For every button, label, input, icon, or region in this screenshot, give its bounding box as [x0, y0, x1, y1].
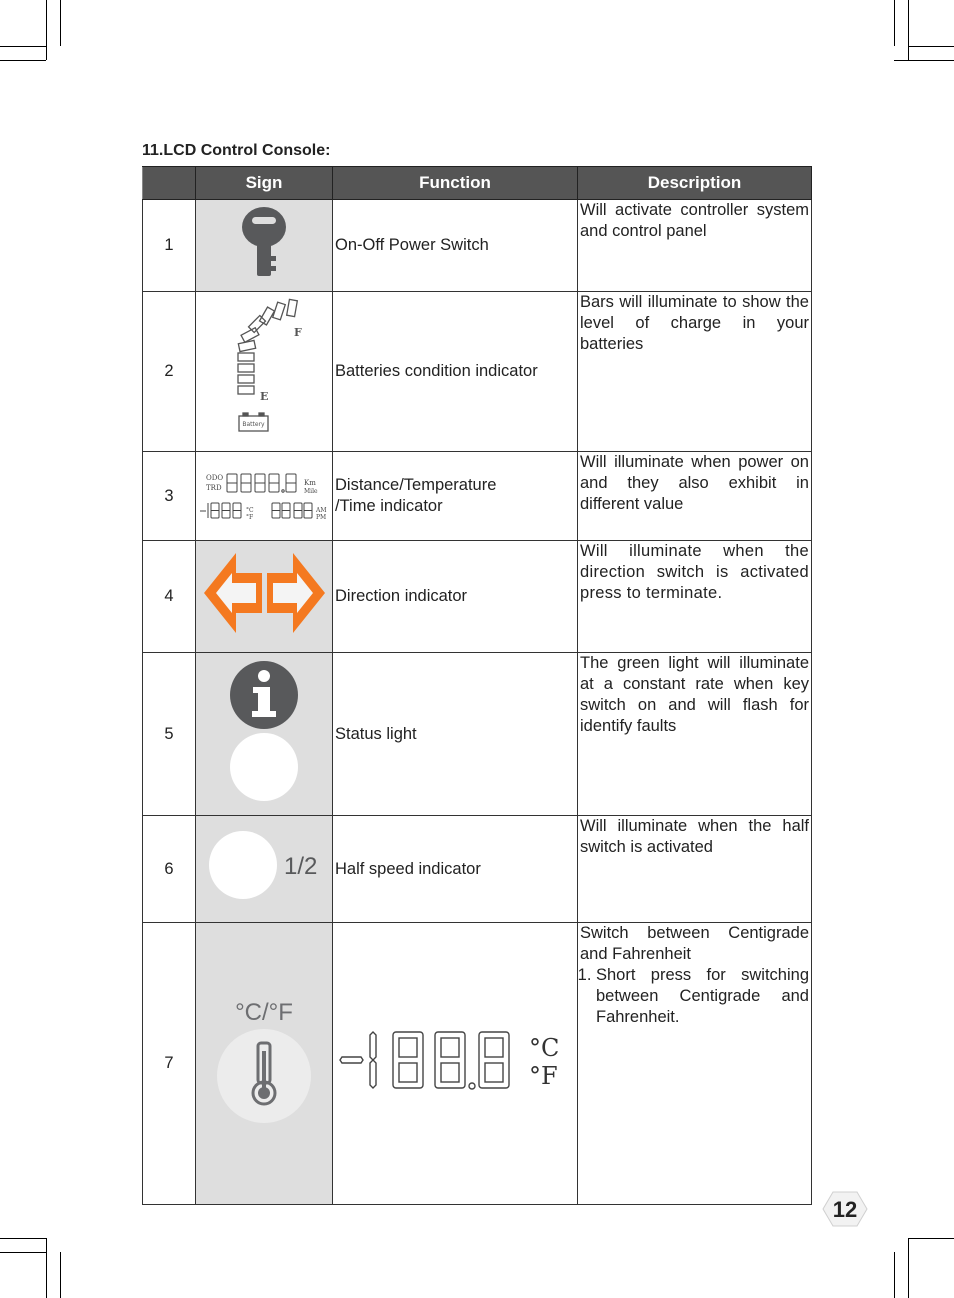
crop-mark: [0, 1238, 46, 1239]
page-number: 12: [832, 1197, 858, 1222]
celsius-fahrenheit-label: °C/°F: [235, 999, 293, 1026]
table-header-row: [143, 167, 812, 200]
crop-mark: [908, 1238, 909, 1298]
table-row: [143, 452, 812, 541]
table-row: [143, 923, 812, 1205]
key-icon-cell: [196, 200, 333, 292]
temp-digit-3: [479, 1032, 509, 1088]
row-description: Bars will illuminate to show the level of charge in your batteries: [578, 292, 812, 452]
battery-gauge-icon: [196, 292, 333, 445]
row-number: 2: [143, 292, 196, 452]
crop-mark: [908, 46, 954, 47]
description-list-item: 1. Short press for switching between Centigrade and Fahrenheit.: [596, 965, 809, 1028]
battery-label: Battery: [242, 421, 265, 428]
row-function: Status light: [333, 653, 578, 816]
row-function: Batteries condition indicator: [333, 292, 578, 452]
table-row: [143, 292, 812, 452]
row-number: 4: [143, 541, 196, 653]
direction-arrows-icon: [196, 541, 333, 646]
temp-digit-1: [393, 1032, 423, 1088]
lcd-fahrenheit-label: °F: [529, 1062, 558, 1090]
row-number: 7: [143, 923, 196, 1205]
status-light-icons: [196, 653, 333, 809]
half-speed-icon: [196, 816, 333, 916]
crop-mark: [60, 0, 61, 46]
header-sign: Sign: [196, 167, 333, 200]
status-light-icon: [230, 733, 298, 801]
crop-mark: [0, 46, 46, 47]
row-number: 1: [143, 200, 196, 292]
lcd-mile-label: Mile: [304, 488, 318, 495]
function-line-2: /Time indicator: [335, 497, 443, 515]
battery-gauge-cell: [196, 292, 333, 452]
lcd-pm-label: PM: [316, 514, 327, 521]
row-number: 6: [143, 816, 196, 923]
crop-mark: [894, 1252, 895, 1298]
key-icon: [196, 200, 333, 285]
lcd-am-label: AM: [316, 507, 327, 514]
lcd-f-label: °F: [246, 514, 254, 521]
header-description: Description: [578, 167, 812, 200]
lcd-distance-display-icon: [196, 452, 333, 534]
crop-mark: [46, 0, 47, 60]
temperature-unit-cell: [196, 923, 333, 1205]
lcd-temp-digits: [200, 503, 241, 518]
temperature-lcd-cell: [333, 923, 578, 1205]
crop-mark: [894, 0, 895, 46]
page-number-badge: [822, 1190, 868, 1228]
row-description: Will activate controller system and control panel: [578, 200, 812, 292]
lcd-c-label: °C: [246, 507, 254, 514]
function-line-1: Distance/Temperature: [335, 476, 497, 494]
row-description: Will illuminate when the half switch is activated: [578, 816, 812, 923]
crop-mark: [0, 1252, 46, 1253]
temp-digit-2: [435, 1032, 465, 1088]
battery-empty-label: E: [260, 390, 269, 403]
header-number: [143, 167, 196, 200]
row-number: 5: [143, 653, 196, 816]
lcd-odo-label: ODO: [206, 474, 224, 482]
header-function: Function: [333, 167, 578, 200]
lcd-distance-cell: [196, 452, 333, 541]
half-speed-light-icon: [209, 831, 277, 899]
description-intro: Switch between Centigrade and Fahrenheit: [580, 924, 809, 963]
crop-mark: [894, 60, 954, 61]
status-light-cell: [196, 653, 333, 816]
lcd-time-digits: [272, 503, 312, 518]
half-speed-label: 1/2: [284, 853, 318, 880]
row-function: [333, 452, 578, 541]
crop-mark: [908, 0, 909, 60]
table-row: [143, 653, 812, 816]
description-list: [580, 965, 809, 1028]
crop-mark: [908, 1238, 954, 1239]
crop-mark: [60, 1252, 61, 1298]
table-row: [143, 816, 812, 923]
lcd-km-label: Km: [304, 479, 316, 487]
row-function: Direction indicator: [333, 541, 578, 653]
lcd-console-table: [142, 166, 812, 1205]
table-row: [143, 200, 812, 292]
lcd-trd-label: TRD: [206, 484, 222, 492]
row-description: Will illuminate when power on and they also exhibit in different value: [578, 452, 812, 541]
row-description: [578, 923, 812, 1205]
row-description: The green light will illuminate at a constant rate when key switch on and will flash for identify faults: [578, 653, 812, 816]
battery-full-label: F: [294, 326, 302, 339]
temperature-unit-icon: [196, 923, 333, 1198]
half-speed-cell: [196, 816, 333, 923]
section-title: 11.LCD Control Console:: [142, 142, 331, 159]
crop-mark: [0, 60, 46, 61]
row-function: On-Off Power Switch: [333, 200, 578, 292]
lcd-celsius-label: °C: [529, 1034, 560, 1062]
row-number: 3: [143, 452, 196, 541]
direction-arrows-cell: [196, 541, 333, 653]
row-function: Half speed indicator: [333, 816, 578, 923]
crop-mark: [46, 1238, 47, 1298]
lcd-odo-digits: [227, 474, 296, 492]
row-description: Will illuminate when the direction switch is activated press to terminate.: [578, 541, 812, 653]
temperature-lcd-display: [333, 923, 578, 1198]
table-row: [143, 541, 812, 653]
